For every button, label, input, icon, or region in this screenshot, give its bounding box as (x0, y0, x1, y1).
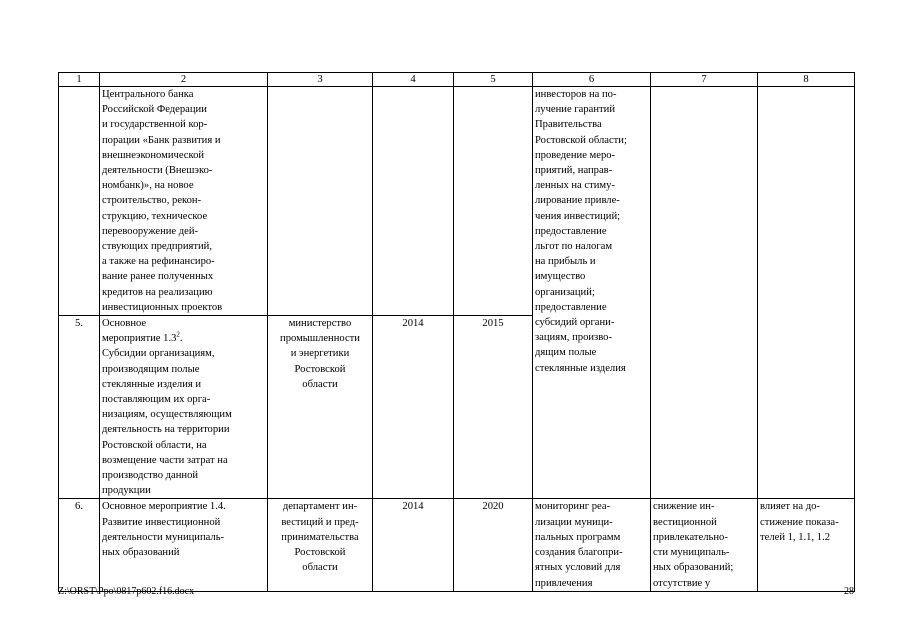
header-cell-7: 7 (651, 73, 758, 87)
cell-empty (758, 87, 855, 499)
cell-expected-result: инвесторов на по- лучение гарантий Правительства Ростовской области; проведение меро- приятий, направ- ленных на стиму- лирование привле- чения инвестиций; предоставление льгот по налогам на прибыль и имущество организаций; предоставление субсидий органи- зациям, произво- дящим полые стеклянные изделия (533, 87, 651, 499)
cell-empty (373, 87, 454, 316)
table-row-continuation (59, 87, 855, 316)
cell-empty (454, 87, 533, 316)
cell-activity-name (100, 316, 268, 499)
cell-empty (651, 87, 758, 499)
header-cell-8: 8 (758, 73, 855, 87)
cell-activity-name: Основное мероприятие 1.4. Развитие инвестиционной деятельности муниципаль- ных образований (100, 499, 268, 591)
cell-expected-result: мониторинг реа- лизации муници- пальных программ создания благопри- ятных условий для привлечения (533, 499, 651, 591)
cell-end-year: 2020 (454, 499, 533, 591)
cell-executor: министерство промышленности и энергетики Ростовской области (268, 316, 373, 499)
header-cell-1: 1 (59, 73, 100, 87)
cell-start-year: 2014 (373, 316, 454, 499)
header-cell-2: 2 (100, 73, 268, 87)
program-table (58, 72, 855, 592)
table-row-6 (59, 499, 855, 591)
activity-description: Субсидии организациям, производящим полые стеклянные изделия и поставляющим их орга- низациям, осуществляющим деятельность на территории Ростовской области, на возмещение части затрат на производство данной продукции (102, 348, 232, 497)
header-cell-6: 6 (533, 73, 651, 87)
header-cell-4: 4 (373, 73, 454, 87)
page-number: 28 (844, 586, 854, 597)
cell-continued-text: Центрального банка Российской Федерации и государственной кор- порации «Банк развития и внешнеэкономической деятельности (Внешэко- номбанк)», на новое строительство, рекон- струкцию, техническое перевооружение дей- ствующих предприятий, а также на рефинансиро- вание ранее полученных кредитов на реализацию инвестиционных проектов (100, 87, 268, 316)
cell-end-year: 2015 (454, 316, 533, 499)
row-number: 6. (59, 499, 100, 591)
cell-start-year: 2014 (373, 499, 454, 591)
header-row (59, 73, 855, 87)
header-cell-5: 5 (454, 73, 533, 87)
cell-empty (59, 87, 100, 316)
activity-title-end: . (179, 333, 183, 345)
cell-consequences: снижение ин- вестиционной привлекательно- сти муниципаль- ных образований; отсутствие у (651, 499, 758, 591)
cell-indicator-link: влияет на до- стижение показа- телей 1, 1.1, 1.2 (758, 499, 855, 591)
header-cell-3: 3 (268, 73, 373, 87)
footer-file-path: Z:\ORST\Ppo\0817p602.f16.docx (58, 586, 195, 597)
activity-title: Основное мероприятие 1.3 (102, 318, 177, 345)
cell-empty (268, 87, 373, 316)
cell-executor: департамент ин- вестиций и пред- принимательства Ростовской области (268, 499, 373, 591)
footnote-mark: 2 (176, 330, 180, 339)
row-number: 5. (59, 316, 100, 499)
